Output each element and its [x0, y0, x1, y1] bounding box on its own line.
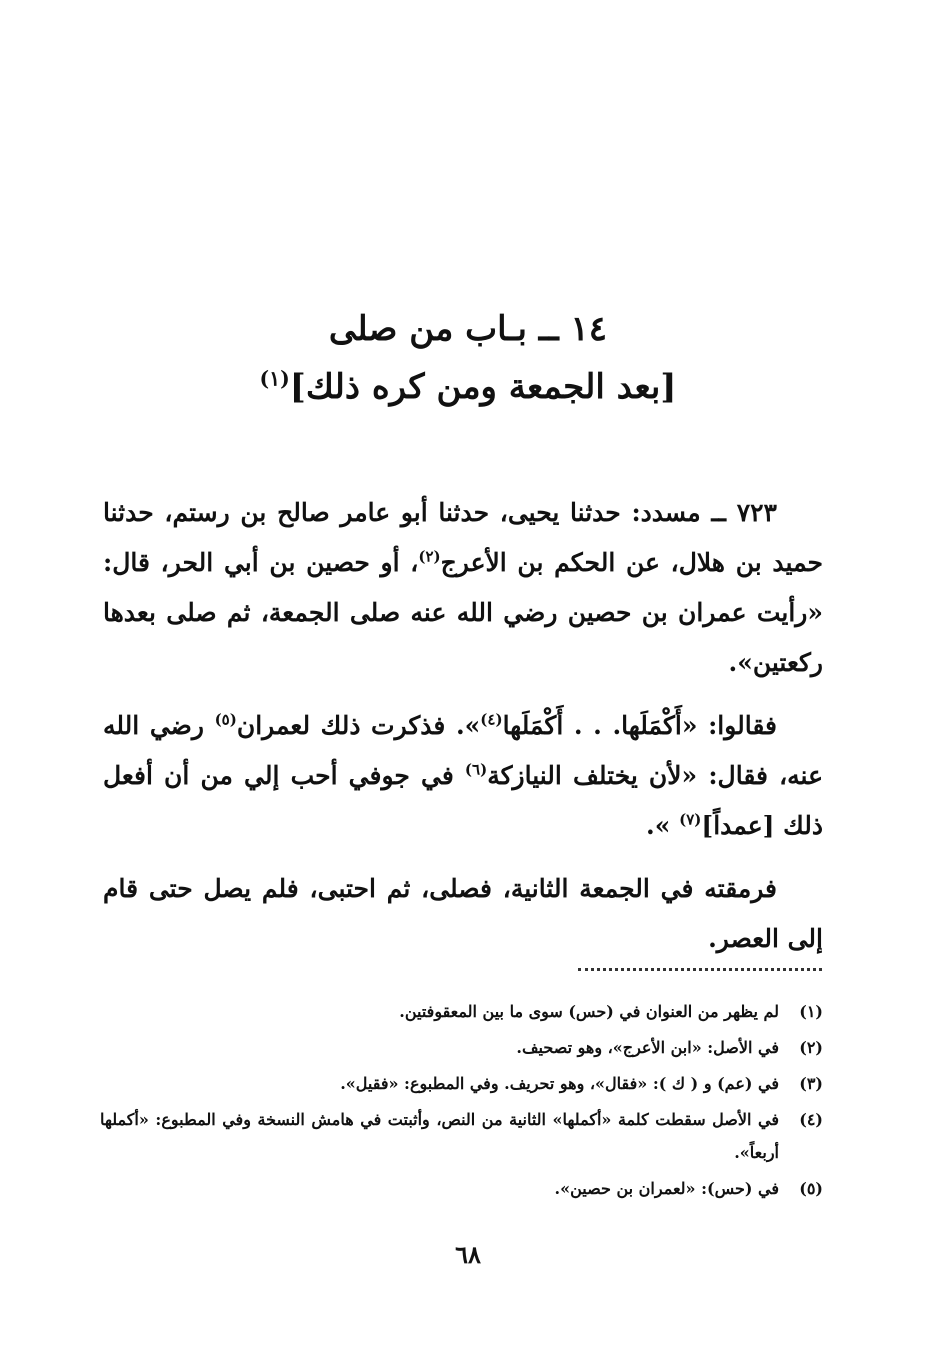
chapter-heading — [100, 300, 836, 416]
text-run: ». — [646, 811, 680, 840]
text-run: ، أو حصين بن أبي الحر، قال: «رأيت عمران بن حصين رضي الله عنه صلى الجمعة، ثم صلى بعدها ركعتين». — [103, 548, 823, 677]
footnote-text: لم يظهر من العنوان في (حس) سوى ما بين المعقوفتين. — [399, 1002, 779, 1021]
footnote-text: في (حس): «لعمران بن حصين». — [554, 1179, 779, 1198]
footnote-ref: (٧) — [679, 810, 702, 829]
footnote-separator — [578, 968, 822, 971]
text-run: فقالوا: «أَكْمَلَها. . . أَكْمَلَها — [502, 711, 777, 740]
footnote-number: (٣) — [799, 1074, 823, 1093]
footnote-item — [100, 1067, 823, 1100]
footnote-number: (٢) — [799, 1038, 823, 1057]
footnote-item — [100, 1172, 823, 1205]
text-run: رضي الله عنه، فقال: «لأن يختلف النيازكة — [103, 711, 823, 790]
footnote-item — [100, 1031, 823, 1064]
footnote-ref: (٢) — [418, 547, 441, 566]
text-run: في جوفي أحب إلي من أن أفعل ذلك [عمداً] — [103, 761, 823, 840]
hadith-paragraph-1 — [103, 488, 823, 688]
footnote-ref: (٥) — [214, 710, 237, 729]
footnote-text: في (عم) و ( ك ): «فقال»، وهو تحريف. وفي المطبوع: «فقيل». — [340, 1074, 779, 1093]
footnote-ref: (٦) — [464, 760, 488, 779]
footnote-number: (٤) — [799, 1110, 823, 1129]
footnote-ref: (٤) — [480, 710, 503, 729]
footnote-text: في الأصل سقطت كلمة «أكملها» الثانية من النص، وأثبتت في هامش النسخة وفي المطبوع: «أكملها أربعاً». — [100, 1110, 779, 1162]
chapter-subtitle — [100, 358, 836, 416]
text-run: ٧٢٣ ــ مسدد: حدثنا يحيى، حدثنا أبو عامر صالح بن رستم، حدثنا حميد بن هلال، عن الحكم بن الأعرج — [103, 498, 823, 577]
footnote-number: (٥) — [799, 1179, 823, 1198]
chapter-title: ١٤ ــ بـاب من صلى — [328, 309, 608, 349]
page-number: ٦٨ — [455, 1240, 481, 1269]
main-text — [103, 488, 823, 977]
footnote-item — [100, 1103, 823, 1169]
footnotes — [100, 995, 823, 1208]
footnote-item — [100, 995, 823, 1028]
footnote-number: (١) — [799, 1002, 823, 1021]
hadith-paragraph-2 — [103, 701, 823, 851]
chapter-subtitle-text: [بعد الجمعة ومن كره ذلك] — [289, 367, 677, 407]
footnote-text: في الأصل: «ابن الأعرج»، وهو تصحيف. — [516, 1038, 779, 1057]
text-run: ». فذكرت ذلك لعمران — [236, 711, 481, 740]
hadith-paragraph-3: فرمقته في الجمعة الثانية، فصلى، ثم احتبى، فلم يصل حتى قام إلى العصر. — [103, 874, 823, 953]
footnote-ref: (١) — [259, 366, 290, 391]
